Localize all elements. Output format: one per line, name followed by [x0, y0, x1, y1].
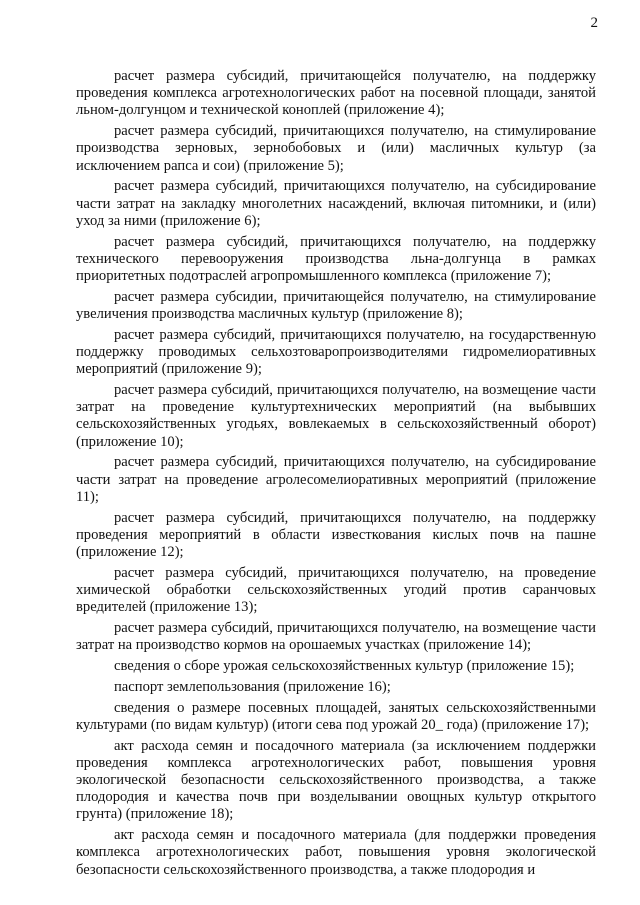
paragraph-appendix-7: расчет размера субсидий, причитающихся получателю, на поддержку технического перевооружения производства льна-долгунца в рамках приоритетных подотраслей агропромышленного комплекса (приложение 7); [76, 233, 596, 285]
paragraph-appendix-17: сведения о размере посевных площадей, занятых сельскохозяйственными культурами (по видам культур) (итоги сева под урожай 20_ года) (приложение 17); [76, 699, 596, 733]
paragraph-appendix-12: расчет размера субсидий, причитающихся получателю, на поддержку проведения мероприятий в области известкования кислых почв на пашне (приложение 12); [76, 509, 596, 561]
paragraph-appendix-10: расчет размера субсидий, причитающихся получателю, на возмещение части затрат на проведение культуртехнических мероприятий (на выбывших сельскохозяйственных угодьях, вовлекаемых в сельскохозяйственный оборот) (приложение 10); [76, 382, 596, 450]
document-body [76, 68, 596, 879]
paragraph-appendix-8: расчет размера субсидии, причитающейся получателю, на стимулирование увеличения производства масличных культур (приложение 8); [76, 288, 596, 323]
paragraph-appendix-9: расчет размера субсидий, причитающихся получателю, на государственную поддержку проводимых сельхозтоваропроизводителями гидромелиоративных мероприятий (приложение 9); [76, 326, 596, 378]
paragraph-appendix-11: расчет размера субсидий, причитающихся получателю, на субсидирование части затрат на проведение агролесомелиоративных мероприятий (приложение 11); [76, 454, 596, 505]
paragraph-appendix-13: расчет размера субсидий, причитающихся получателю, на проведение химической обработки сельскохозяйственных угодий против саранчовых вредителей (приложение 13); [76, 564, 596, 616]
page-number: 2 [590, 15, 598, 31]
paragraph-appendix-4: расчет размера субсидий, причитающейся получателю, на поддержку проведения комплекса агротехнологических работ на посевной площади, занятой льном-долгунцом и технической коноплей (приложение 4); [76, 68, 596, 119]
paragraph-appendix-6: расчет размера субсидий, причитающихся получателю, на субсидирование части затрат на закладку многолетних насаждений, включая питомники, и (или) уход за ними (приложение 6); [76, 178, 596, 229]
paragraph-appendix-15: сведения о сборе урожая сельскохозяйственных культур (приложение 15); [114, 658, 575, 675]
paragraph-appendix-5: расчет размера субсидий, причитающихся получателю, на стимулирование производства зерновых, зернобобовых и (или) масличных культур (за исключением рапса и сои) (приложение 5); [76, 123, 596, 174]
paragraph-appendix-14: расчет размера субсидий, причитающихся получателю, на возмещение части затрат на производство кормов на орошаемых участках (приложение 14); [76, 620, 596, 654]
paragraph-continued: акт расхода семян и посадочного материала (для поддержки проведения комплекса агротехнологических работ, повышения уровня экологической безопасности сельскохозяйственного производства, а также плодородия и [76, 827, 596, 878]
paragraph-appendix-18: акт расхода семян и посадочного материала (за исключением поддержки проведения комплекса агротехнологических работ, повышения уровня экологической безопасности сельскохозяйственного производства, а также плодородия и качества почв при возделывании овощных культур открытого грунта) (приложение 18); [76, 737, 596, 823]
paragraph-appendix-16: паспорт землепользования (приложение 16); [114, 678, 391, 695]
